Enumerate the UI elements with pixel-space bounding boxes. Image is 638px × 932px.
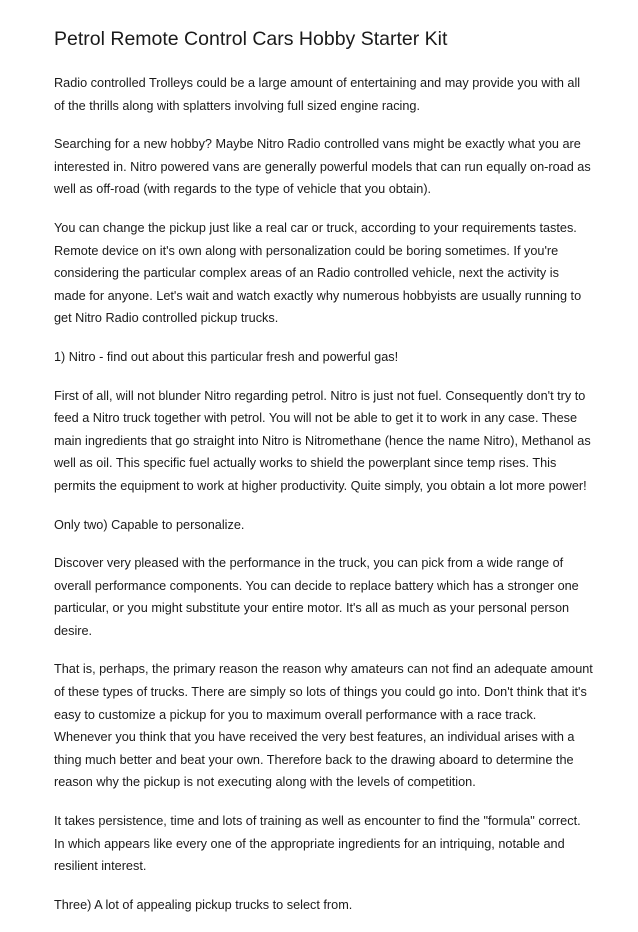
document-title: Petrol Remote Control Cars Hobby Starter Kit <box>54 28 448 50</box>
paragraph-change-pickup: You can change the pickup just like a real car or truck, according to your requirements tastes. Remote device on it's own along with personalization could be boring sometimes. If you're considering the particular complex areas of an Radio controlled vehicle, next the activity is made for anyone. Let's wait and watch exactly why numerous hobbyists are usually running to get Nitro Radio controlled pickup trucks. <box>54 220 582 326</box>
paragraph-nitro-fuel: First of all, will not blunder Nitro regarding petrol. Nitro is just not fuel. Consequently don't try to feed a Nitro truck together with petrol. You will not be able to get it to work in any case. These main ingredients that go straight into Nitro is Nitromethane (hence the name Nitro), Methanol as well as oil. This specific fuel actually works to shield the powerplant since temp rises. This permits the equipment to work at higher productivity. Quite simply, you obtain a lot more power! <box>54 388 591 493</box>
paragraph-new-hobby: Searching for a new hobby? Maybe Nitro Radio controlled vans might be exactly what you are interested in. Nitro powered vans are generally powerful models that can run equally on-road as well as off-road (with regards to the type of vehicle that you obtain). <box>54 137 591 197</box>
document-page <box>54 26 594 932</box>
paragraph-intro: Radio controlled Trolleys could be a large amount of entertaining and may provide you with all of the thrills along with splatters involving full sized engine racing. <box>54 76 581 113</box>
paragraph-persistence: It takes persistence, time and lots of training as well as encounter to find the "formula" correct. In which appears like every one of the appropriate ingredients for an intriquing, notable and resilient interest. <box>54 814 581 874</box>
paragraph-performance-components: Discover very pleased with the performance in the truck, you can pick from a wide range of overall performance components. You can decide to replace battery which has a stronger one particular, or you might substitute your entire motor. It's all as much as your personal person desire. <box>54 556 579 638</box>
paragraph-heading-nitro: 1) Nitro - find out about this particular fresh and powerful gas! <box>54 349 399 364</box>
paragraph-heading-trucks: Three) A lot of appealing pickup trucks to select from. <box>54 897 353 912</box>
paragraph-heading-personalize: Only two) Capable to personalize. <box>54 517 245 532</box>
paragraph-amateurs: That is, perhaps, the primary reason the reason why amateurs can not find an adequate amount of these types of trucks. There are simply so lots of things you could go into. Don't think that it's easy to customize a pickup for you to maximum overall performance with a race track. Whenever you think that you have received the very best features, an individual arises with a thing much better and beat your own. Therefore back to the drawing aboard to determine the reason why the pickup is not executing along with the levels of competition. <box>54 662 593 790</box>
